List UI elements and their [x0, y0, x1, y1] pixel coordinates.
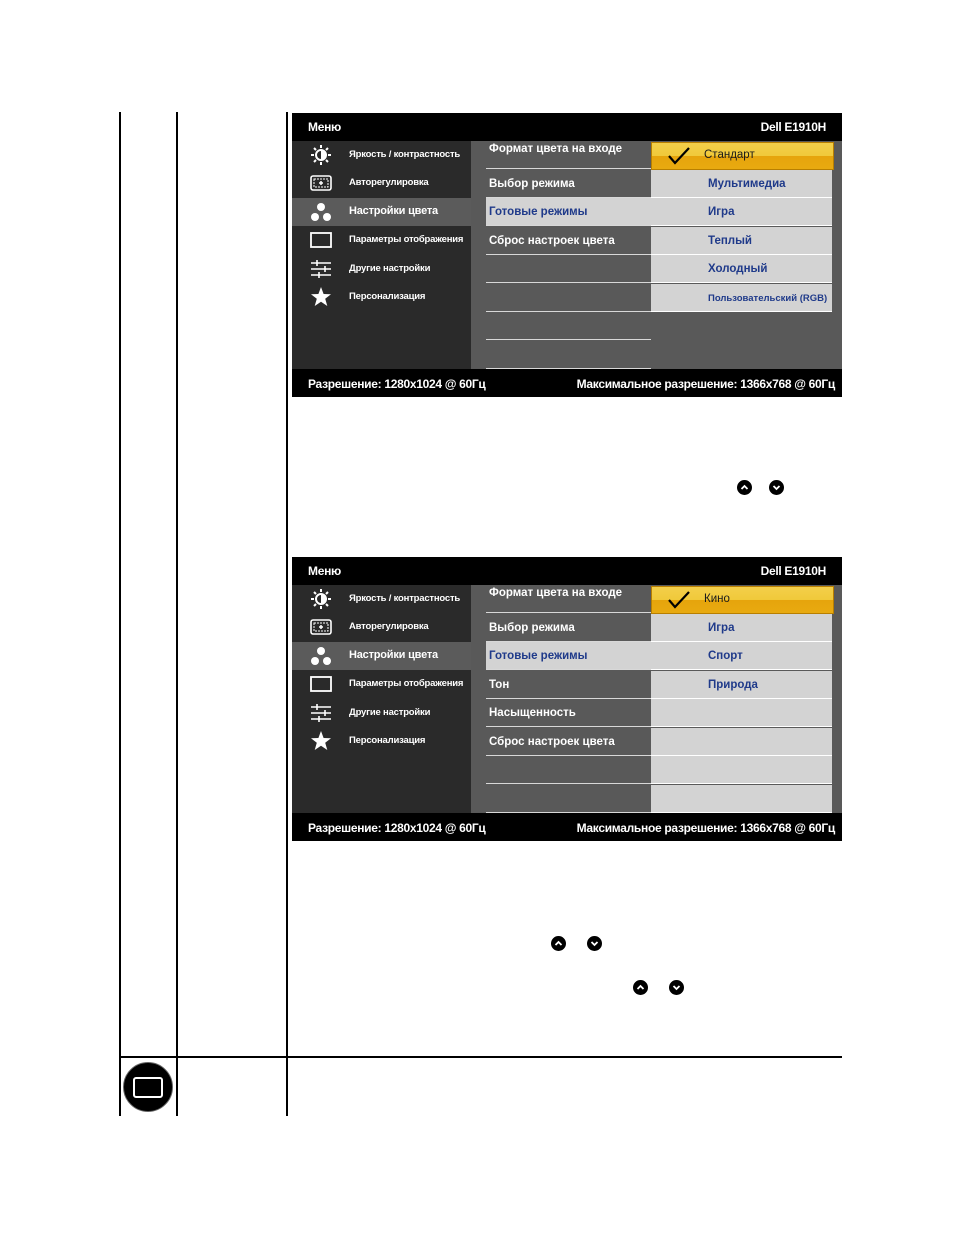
table-line-col2 — [176, 112, 178, 1116]
star-icon — [310, 287, 332, 307]
submenu-item[interactable] — [486, 227, 651, 255]
option-item-label: Пользовательский (RGB) — [708, 292, 828, 304]
menu-item-other-settings[interactable] — [292, 699, 471, 727]
submenu-item-label: Выбор режима — [489, 177, 575, 190]
option-item-label: Спорт — [708, 650, 743, 662]
option-item[interactable] — [651, 671, 832, 699]
max-resolution: Максимальное разрешение: 1366x768 @ 60Гц — [576, 821, 835, 835]
down-arrow-button-icon — [669, 980, 684, 995]
option-item[interactable] — [651, 198, 832, 226]
submenu-empty-row — [486, 341, 651, 369]
star-icon — [310, 731, 332, 751]
menu-item-other-settings[interactable] — [292, 255, 471, 283]
submenu-empty-row — [486, 284, 651, 312]
display-settings-round-icon — [123, 1062, 173, 1112]
option-item[interactable] — [651, 170, 832, 198]
menu-item-display-settings[interactable] — [292, 670, 471, 698]
submenu-item[interactable] — [486, 141, 651, 169]
submenu-item-label: Готовые режимы — [489, 206, 588, 218]
submenu-empty-row — [486, 785, 651, 813]
other-settings-icon — [310, 703, 332, 723]
osd-main-menu — [292, 585, 471, 813]
submenu-item-label: Сброс настроек цвета — [489, 234, 615, 247]
submenu-item[interactable] — [486, 671, 651, 699]
max-resolution: Максимальное разрешение: 1366x768 @ 60Гц — [576, 377, 835, 391]
option-item-active[interactable] — [651, 586, 834, 614]
display-settings-icon — [310, 230, 332, 250]
osd-footer — [292, 813, 842, 841]
option-item-label: Теплый — [708, 234, 752, 247]
auto-adjust-icon — [310, 173, 332, 193]
option-item-label: Стандарт — [704, 149, 755, 161]
option-empty-row — [651, 785, 832, 813]
osd-header — [292, 113, 842, 141]
submenu-empty-row — [486, 255, 651, 283]
option-item-label: Мультимедиа — [708, 177, 786, 190]
auto-adjust-icon — [310, 617, 332, 637]
osd-screenshot-2 — [292, 557, 842, 841]
menu-item-brightness-contrast[interactable] — [292, 141, 471, 169]
osd-footer — [292, 369, 842, 397]
table-line-col3 — [286, 112, 288, 1116]
option-item[interactable] — [651, 614, 832, 642]
osd-model-name: Dell E1910H — [760, 120, 826, 134]
current-resolution: Разрешение: 1280x1024 @ 60Гц — [308, 821, 486, 835]
menu-item-label: Персонализация — [349, 735, 426, 746]
up-arrow-button-icon — [633, 980, 648, 995]
option-item-label: Игра — [708, 621, 735, 634]
osd-menu-title: Меню — [308, 120, 341, 134]
table-line-left — [119, 112, 121, 1116]
option-empty-row — [651, 756, 832, 784]
submenu-item[interactable] — [486, 198, 651, 226]
submenu-item[interactable] — [486, 642, 651, 670]
osd-header — [292, 557, 842, 585]
option-item-label: Кино — [704, 593, 730, 605]
menu-item-label: Персонализация — [349, 291, 426, 302]
submenu-empty-row — [486, 756, 651, 784]
menu-item-brightness-contrast[interactable] — [292, 585, 471, 613]
up-arrow-button-icon — [551, 936, 566, 951]
menu-item-label: Настройки цвета — [349, 205, 438, 217]
menu-item-label: Авторегулировка — [349, 621, 429, 632]
menu-item-label: Яркость / контрастность — [349, 149, 461, 160]
submenu-item[interactable] — [486, 614, 651, 642]
submenu-item-label: Насыщенность — [489, 707, 576, 719]
submenu-item-label: Формат цвета на входе — [489, 143, 623, 155]
osd-menu-title: Меню — [308, 564, 341, 578]
option-empty-row — [651, 699, 832, 727]
current-resolution: Разрешение: 1280x1024 @ 60Гц — [308, 377, 486, 391]
brightness-icon — [310, 589, 332, 609]
other-settings-icon — [310, 259, 332, 279]
menu-item-label: Параметры отображения — [349, 678, 464, 689]
option-item[interactable] — [651, 284, 832, 312]
option-item[interactable] — [651, 255, 832, 283]
option-item[interactable] — [651, 227, 832, 255]
table-row-divider — [119, 1056, 842, 1058]
menu-item-display-settings[interactable] — [292, 226, 471, 254]
option-item-label: Игра — [708, 206, 735, 218]
menu-item-personalize[interactable] — [292, 727, 471, 755]
osd-main-menu — [292, 141, 471, 369]
menu-item-label: Яркость / контрастность — [349, 593, 461, 604]
option-item-active[interactable] — [651, 142, 834, 170]
option-empty-row — [651, 728, 832, 756]
menu-item-color-settings[interactable] — [292, 198, 471, 226]
osd-screenshot-1 — [292, 113, 842, 397]
menu-item-label: Другие настройки — [349, 707, 431, 718]
submenu-item[interactable] — [486, 699, 651, 727]
menu-item-label: Параметры отображения — [349, 234, 464, 245]
option-item[interactable] — [651, 642, 832, 670]
submenu-item-label: Сброс настроек цвета — [489, 735, 615, 748]
up-arrow-button-icon — [737, 480, 752, 495]
submenu-item[interactable] — [486, 728, 651, 756]
submenu-item-label: Формат цвета на входе — [489, 587, 623, 599]
display-settings-icon — [310, 674, 332, 694]
submenu-item-label: Тон — [489, 678, 510, 691]
menu-item-label: Авторегулировка — [349, 177, 429, 188]
color-settings-icon — [310, 646, 332, 666]
display-frame-icon — [133, 1077, 163, 1098]
submenu-item-label: Готовые режимы — [489, 650, 588, 662]
menu-item-personalize[interactable] — [292, 283, 471, 311]
submenu-item[interactable] — [486, 170, 651, 198]
menu-item-color-settings[interactable] — [292, 642, 471, 670]
checkmark-icon — [668, 590, 690, 610]
submenu-item-label: Выбор режима — [489, 621, 575, 634]
down-arrow-button-icon — [587, 936, 602, 951]
color-settings-icon — [310, 202, 332, 222]
option-item-label: Холодный — [708, 263, 768, 275]
menu-item-auto-adjust[interactable] — [292, 613, 471, 641]
menu-item-label: Настройки цвета — [349, 649, 438, 661]
checkmark-icon — [668, 146, 690, 166]
menu-item-label: Другие настройки — [349, 263, 431, 274]
brightness-icon — [310, 145, 332, 165]
down-arrow-button-icon — [769, 480, 784, 495]
submenu-item[interactable] — [486, 585, 651, 613]
option-item-label: Природа — [708, 678, 758, 691]
menu-item-auto-adjust[interactable] — [292, 169, 471, 197]
submenu-empty-row — [486, 312, 651, 340]
osd-model-name: Dell E1910H — [760, 564, 826, 578]
